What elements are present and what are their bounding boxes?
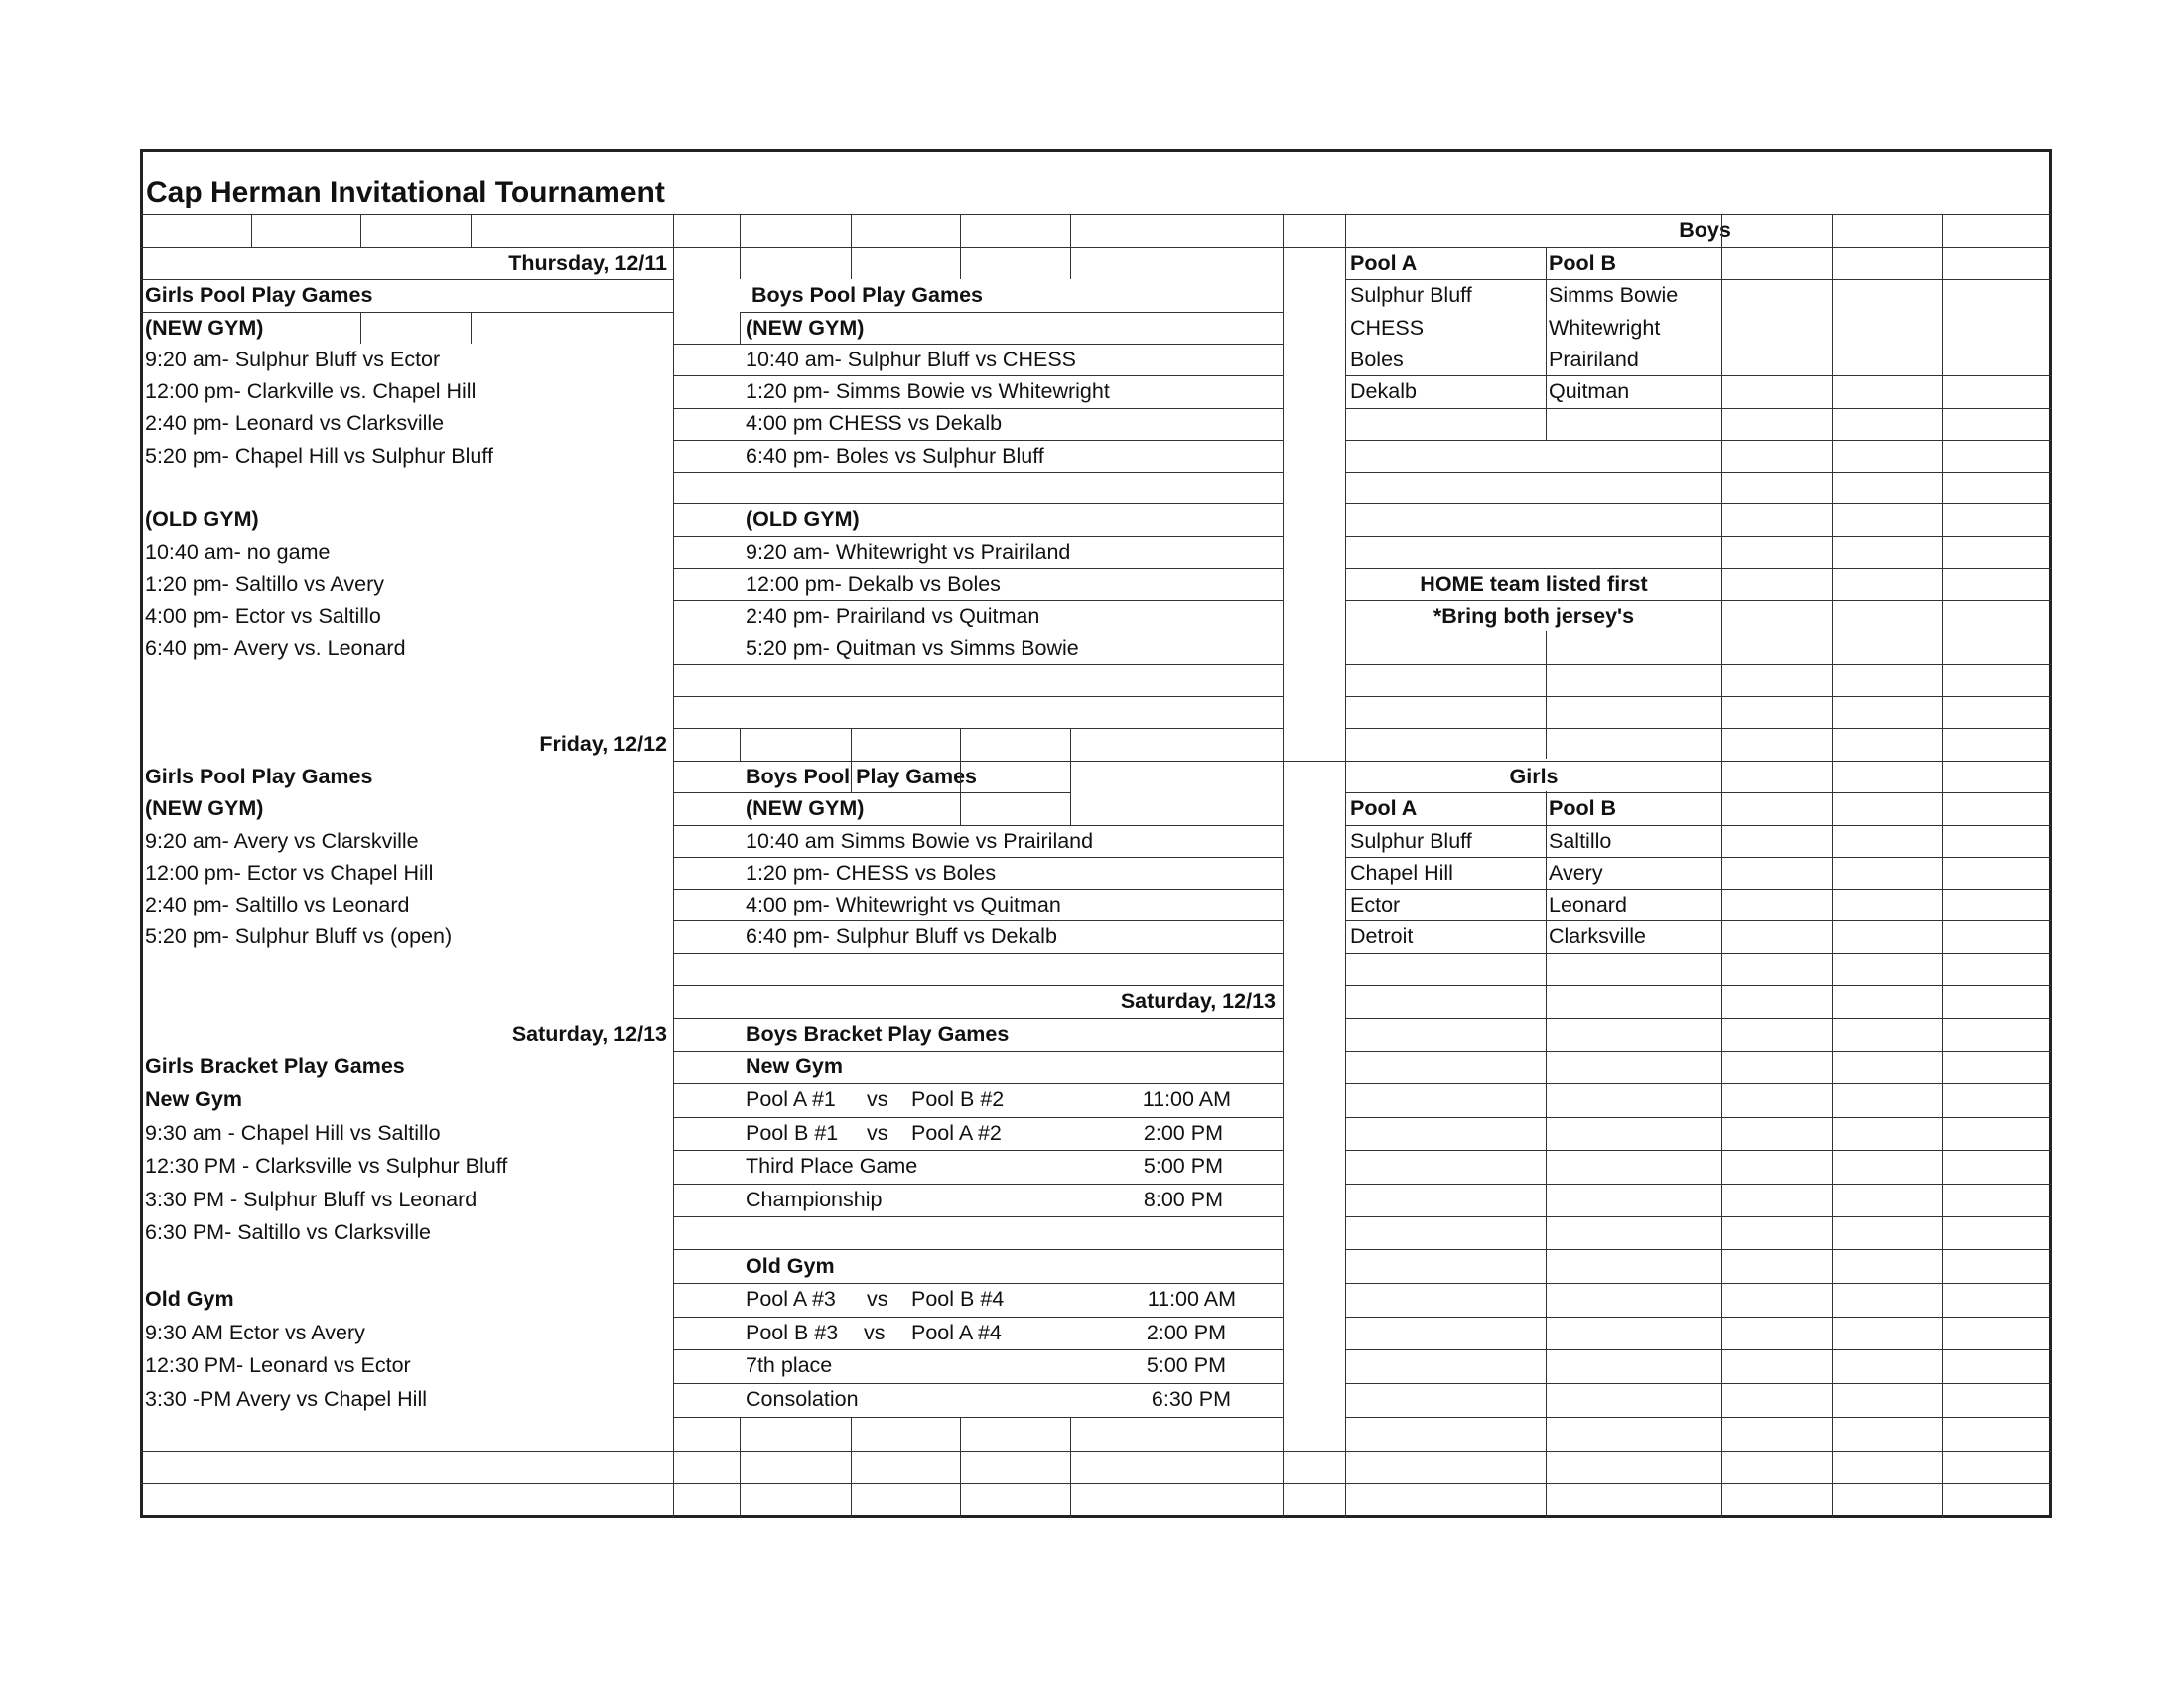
- grid-line: [851, 1417, 852, 1518]
- grid-line: [1345, 408, 2052, 409]
- girls-pool-b-team: Avery: [1549, 861, 1603, 885]
- girls-pools-header: Girls: [1509, 765, 1559, 788]
- sat-girls-game: 9:30 am - Chapel Hill vs Saltillo: [145, 1121, 441, 1145]
- thu-boys-game: 6:40 pm- Boles vs Sulphur Bluff: [746, 444, 1044, 468]
- grid-line: [1345, 1184, 2052, 1185]
- grid-line: [851, 728, 852, 761]
- grid-line: [673, 408, 1283, 409]
- bracket-game: 7th place: [746, 1353, 833, 1377]
- thu-boys-game: 1:20 pm- Simms Bowie vs Whitewright: [746, 379, 1110, 403]
- bracket-team-a: Pool A #1: [746, 1087, 836, 1111]
- grid-line: [1345, 1317, 2052, 1318]
- thu-girls-game: 10:40 am- no game: [145, 540, 331, 564]
- bracket-team-b: Pool A #2: [911, 1121, 1002, 1145]
- thursday-date: Thursday, 12/11: [508, 251, 667, 275]
- grid-line: [740, 1417, 741, 1518]
- grid-line: [1345, 728, 2052, 729]
- grid-line: [1070, 761, 1071, 792]
- bracket-team-b: Pool B #2: [911, 1087, 1005, 1111]
- grid-line: [1345, 568, 2052, 569]
- grid-line: [673, 889, 1283, 890]
- grid-line: [1546, 631, 1547, 759]
- page-title: Cap Herman Invitational Tournament: [146, 176, 665, 209]
- boys-pool-b-team: Simms Bowie: [1549, 283, 1679, 307]
- grid-line: [673, 600, 1283, 601]
- grid-line: [1345, 953, 2052, 954]
- jersey-note: *Bring both jersey's: [1433, 604, 1635, 628]
- thu-boys-game: 12:00 pm- Dekalb vs Boles: [746, 572, 1001, 596]
- thu-girls-game: 12:00 pm- Clarkville vs. Chapel Hill: [145, 379, 477, 403]
- grid-line: [1345, 503, 2052, 504]
- bracket-time: 11:00 AM: [1147, 1287, 1236, 1311]
- friday-date: Friday, 12/12: [539, 732, 667, 756]
- grid-line: [1345, 1018, 2052, 1019]
- bracket-time: 8:00 PM: [1143, 1188, 1223, 1211]
- grid-line: [140, 1483, 2052, 1484]
- grid-line: [1345, 600, 2052, 601]
- grid-line: [960, 792, 961, 825]
- grid-line: [851, 761, 852, 792]
- sat-girls-header: Girls Bracket Play Games: [145, 1055, 405, 1078]
- bracket-game: Championship: [746, 1188, 883, 1211]
- grid-line: [1345, 279, 2052, 280]
- thu-boys-game: 4:00 pm CHESS vs Dekalb: [746, 411, 1003, 435]
- thu-boys-game: 5:20 pm- Quitman vs Simms Bowie: [746, 636, 1079, 660]
- fri-boys-game: 4:00 pm- Whitewright vs Quitman: [746, 893, 1061, 916]
- fri-girls-game: 2:40 pm- Saltillo vs Leonard: [145, 893, 410, 916]
- grid-line: [673, 1283, 1283, 1284]
- grid-line: [960, 1417, 961, 1518]
- thu-boys-old-gym-label: (OLD GYM): [746, 507, 860, 531]
- sat-girls-game: 3:30 PM - Sulphur Bluff vs Leonard: [145, 1188, 478, 1211]
- sat-girls-game: 9:30 AM Ector vs Avery: [145, 1321, 365, 1344]
- grid-line: [673, 1184, 1283, 1185]
- grid-line: [471, 214, 472, 247]
- grid-line: [673, 568, 1283, 569]
- bracket-team-a: Pool B #3: [746, 1321, 839, 1344]
- bracket-game: Consolation: [746, 1387, 859, 1411]
- grid-line: [740, 312, 741, 344]
- grid-line: [1070, 792, 1071, 825]
- grid-line: [1345, 889, 2052, 890]
- sat-girls-game: 6:30 PM- Saltillo vs Clarksville: [145, 1220, 431, 1244]
- grid-line: [673, 344, 1283, 345]
- grid-line: [673, 1083, 1283, 1084]
- grid-line: [471, 312, 472, 344]
- grid-line: [1345, 857, 2052, 858]
- boys-pool-b-team: Quitman: [1549, 379, 1630, 403]
- grid-line: [1345, 920, 2052, 921]
- girls-pool-a-team: Sulphur Bluff: [1350, 829, 1472, 853]
- fri-girls-header: Girls Pool Play Games: [145, 765, 373, 788]
- saturday-girls-date: Saturday, 12/13: [511, 1022, 667, 1046]
- grid-line: [960, 214, 961, 247]
- bracket-vs: vs: [867, 1087, 888, 1111]
- sat-girls-game: 12:30 PM - Clarksville vs Sulphur Bluff: [145, 1154, 508, 1178]
- boys-pool-a-team: CHESS: [1350, 316, 1425, 340]
- bracket-game: Third Place Game: [746, 1154, 918, 1178]
- grid-line: [1345, 1117, 2052, 1118]
- boys-pool-a-label: Pool A: [1350, 251, 1418, 275]
- boys-pool-b-team: Prairiland: [1549, 348, 1639, 371]
- boys-pools-header: Boys: [1679, 218, 1731, 242]
- grid-line: [1832, 214, 1833, 1518]
- grid-line: [1070, 247, 1071, 279]
- sat-girls-game: 12:30 PM- Leonard vs Ector: [145, 1353, 411, 1377]
- thu-girls-game: 6:40 pm- Avery vs. Leonard: [145, 636, 406, 660]
- grid-line: [140, 214, 2052, 215]
- girls-pool-a-team: Detroit: [1350, 924, 1414, 948]
- saturday-boys-date: Saturday, 12/13: [1120, 989, 1276, 1013]
- grid-line: [960, 761, 961, 792]
- grid-line: [673, 825, 1283, 826]
- grid-line: [673, 214, 674, 1518]
- fri-boys-game: 6:40 pm- Sulphur Bluff vs Dekalb: [746, 924, 1057, 948]
- bracket-time: 11:00 AM: [1142, 1087, 1231, 1111]
- grid-line: [1345, 472, 2052, 473]
- grid-line: [740, 312, 1283, 313]
- thu-girls-header: Girls Pool Play Games: [145, 283, 373, 307]
- bracket-time: 5:00 PM: [1146, 1353, 1226, 1377]
- grid-line: [1345, 440, 2052, 441]
- grid-line: [251, 214, 252, 247]
- grid-line: [673, 1051, 1283, 1052]
- grid-line: [673, 1417, 1283, 1418]
- boys-pool-b-team: Whitewright: [1549, 316, 1661, 340]
- grid-line: [1070, 728, 1071, 761]
- thu-boys-game: 9:20 am- Whitewright vs Prairiland: [746, 540, 1071, 564]
- girls-pool-a-team: Chapel Hill: [1350, 861, 1453, 885]
- grid-line: [673, 985, 1283, 986]
- boys-pool-a-team: Dekalb: [1350, 379, 1417, 403]
- grid-line: [673, 1317, 1283, 1318]
- grid-line: [1345, 536, 2052, 537]
- grid-line: [1345, 792, 2052, 793]
- grid-line: [1070, 1417, 1071, 1518]
- grid-line: [360, 214, 361, 247]
- grid-line: [1345, 1083, 2052, 1084]
- grid-line: [1942, 214, 1943, 1518]
- thu-girls-game: 2:40 pm- Leonard vs Clarksville: [145, 411, 445, 435]
- thu-boys-header: Boys Pool Play Games: [751, 283, 984, 307]
- sat-boys-header: Boys Bracket Play Games: [746, 1022, 1010, 1046]
- bracket-team-b: Pool A #4: [911, 1321, 1002, 1344]
- fri-girls-game: 9:20 am- Avery vs Clarskville: [145, 829, 419, 853]
- fri-boys-header: Boys Pool Play Games: [746, 765, 978, 788]
- grid-line: [673, 1383, 1283, 1384]
- grid-line: [740, 214, 741, 247]
- thu-girls-old-gym-label: (OLD GYM): [145, 507, 259, 531]
- grid-line: [1283, 214, 1284, 1518]
- bracket-time: 2:00 PM: [1143, 1121, 1223, 1145]
- grid-line: [140, 279, 673, 280]
- sat-girls-game: 3:30 -PM Avery vs Chapel Hill: [145, 1387, 427, 1411]
- grid-line: [1345, 1349, 2052, 1350]
- fri-girls-new-gym-label: (NEW GYM): [145, 796, 264, 820]
- grid-line: [140, 1451, 2052, 1452]
- grid-line: [1546, 791, 1547, 1518]
- grid-line: [673, 920, 1283, 921]
- grid-line: [673, 953, 1283, 954]
- grid-line: [1546, 247, 1547, 440]
- grid-line: [1345, 1150, 2052, 1151]
- grid-line: [673, 1349, 1283, 1350]
- bracket-time: 6:30 PM: [1151, 1387, 1231, 1411]
- bracket-team-a: Pool A #3: [746, 1287, 836, 1311]
- grid-line: [673, 792, 1070, 793]
- grid-line: [140, 312, 673, 313]
- home-team-note: HOME team listed first: [1420, 572, 1648, 596]
- grid-line: [1345, 1216, 2052, 1217]
- thu-boys-game: 2:40 pm- Prairiland vs Quitman: [746, 604, 1040, 628]
- girls-pool-b-label: Pool B: [1549, 796, 1617, 820]
- girls-pool-b-team: Leonard: [1549, 893, 1627, 916]
- girls-pool-b-team: Saltillo: [1549, 829, 1612, 853]
- thu-boys-new-gym-label: (NEW GYM): [746, 316, 865, 340]
- thu-girls-new-gym-label: (NEW GYM): [145, 316, 264, 340]
- grid-line: [1345, 1417, 2052, 1418]
- grid-line: [673, 1150, 1283, 1151]
- fri-boys-new-gym-label: (NEW GYM): [746, 796, 865, 820]
- grid-line: [673, 503, 1283, 504]
- bracket-time: 5:00 PM: [1143, 1154, 1223, 1178]
- grid-line: [360, 312, 361, 344]
- grid-line: [1345, 985, 2052, 986]
- thu-boys-game: 10:40 am- Sulphur Bluff vs CHESS: [746, 348, 1077, 371]
- grid-line: [1345, 375, 2052, 376]
- grid-line: [1345, 1283, 2052, 1284]
- fri-boys-game: 1:20 pm- CHESS vs Boles: [746, 861, 997, 885]
- girls-pool-a-label: Pool A: [1350, 796, 1418, 820]
- grid-line: [673, 440, 1283, 441]
- grid-line: [851, 214, 852, 247]
- fri-girls-game: 5:20 pm- Sulphur Bluff vs (open): [145, 924, 453, 948]
- bracket-vs: vs: [864, 1321, 886, 1344]
- grid-line: [140, 247, 2052, 248]
- grid-line: [673, 696, 1283, 697]
- boys-pool-a-team: Sulphur Bluff: [1350, 283, 1472, 307]
- boys-pool-a-team: Boles: [1350, 348, 1404, 371]
- grid-line: [960, 728, 961, 761]
- grid-line: [1345, 214, 1346, 1518]
- bracket-team-b: Pool B #4: [911, 1287, 1005, 1311]
- grid-line: [673, 664, 1283, 665]
- bracket-vs: vs: [867, 1287, 888, 1311]
- thu-girls-game: 1:20 pm- Saltillo vs Avery: [145, 572, 384, 596]
- grid-line: [1345, 1249, 2052, 1250]
- grid-line: [673, 728, 1283, 729]
- grid-line: [1721, 214, 1722, 1518]
- fri-girls-game: 12:00 pm- Ector vs Chapel Hill: [145, 861, 434, 885]
- fri-boys-game: 10:40 am Simms Bowie vs Prairiland: [746, 829, 1094, 853]
- grid-line: [740, 247, 741, 279]
- grid-line: [1345, 1051, 2052, 1052]
- grid-line: [1345, 825, 2052, 826]
- grid-line: [673, 375, 1283, 376]
- grid-line: [673, 536, 1283, 537]
- sat-boys-new-gym-label: New Gym: [746, 1055, 843, 1078]
- grid-line: [673, 472, 1283, 473]
- grid-line: [851, 247, 852, 279]
- grid-line: [673, 1117, 1283, 1118]
- boys-pool-b-label: Pool B: [1549, 251, 1617, 275]
- bracket-vs: vs: [867, 1121, 888, 1145]
- thu-girls-game: 4:00 pm- Ector vs Saltillo: [145, 604, 381, 628]
- sat-boys-old-gym-label: Old Gym: [746, 1254, 835, 1278]
- grid-line: [673, 1249, 1283, 1250]
- grid-line: [673, 857, 1283, 858]
- bracket-team-a: Pool B #1: [746, 1121, 839, 1145]
- girls-pool-b-team: Clarksville: [1549, 924, 1646, 948]
- grid-line: [1070, 214, 1071, 247]
- grid-line: [1345, 664, 2052, 665]
- grid-line: [673, 1018, 1283, 1019]
- girls-pool-a-team: Ector: [1350, 893, 1401, 916]
- grid-line: [673, 1216, 1283, 1217]
- grid-line: [1345, 696, 2052, 697]
- thu-girls-game: 9:20 am- Sulphur Bluff vs Ector: [145, 348, 441, 371]
- grid-line: [673, 761, 2052, 762]
- bracket-time: 2:00 PM: [1146, 1321, 1226, 1344]
- grid-line: [960, 247, 961, 279]
- grid-line: [740, 728, 741, 761]
- grid-line: [1345, 1383, 2052, 1384]
- sat-girls-new-gym-label: New Gym: [145, 1087, 242, 1111]
- sat-girls-old-gym-label: Old Gym: [145, 1287, 234, 1311]
- thu-girls-game: 5:20 pm- Chapel Hill vs Sulphur Bluff: [145, 444, 493, 468]
